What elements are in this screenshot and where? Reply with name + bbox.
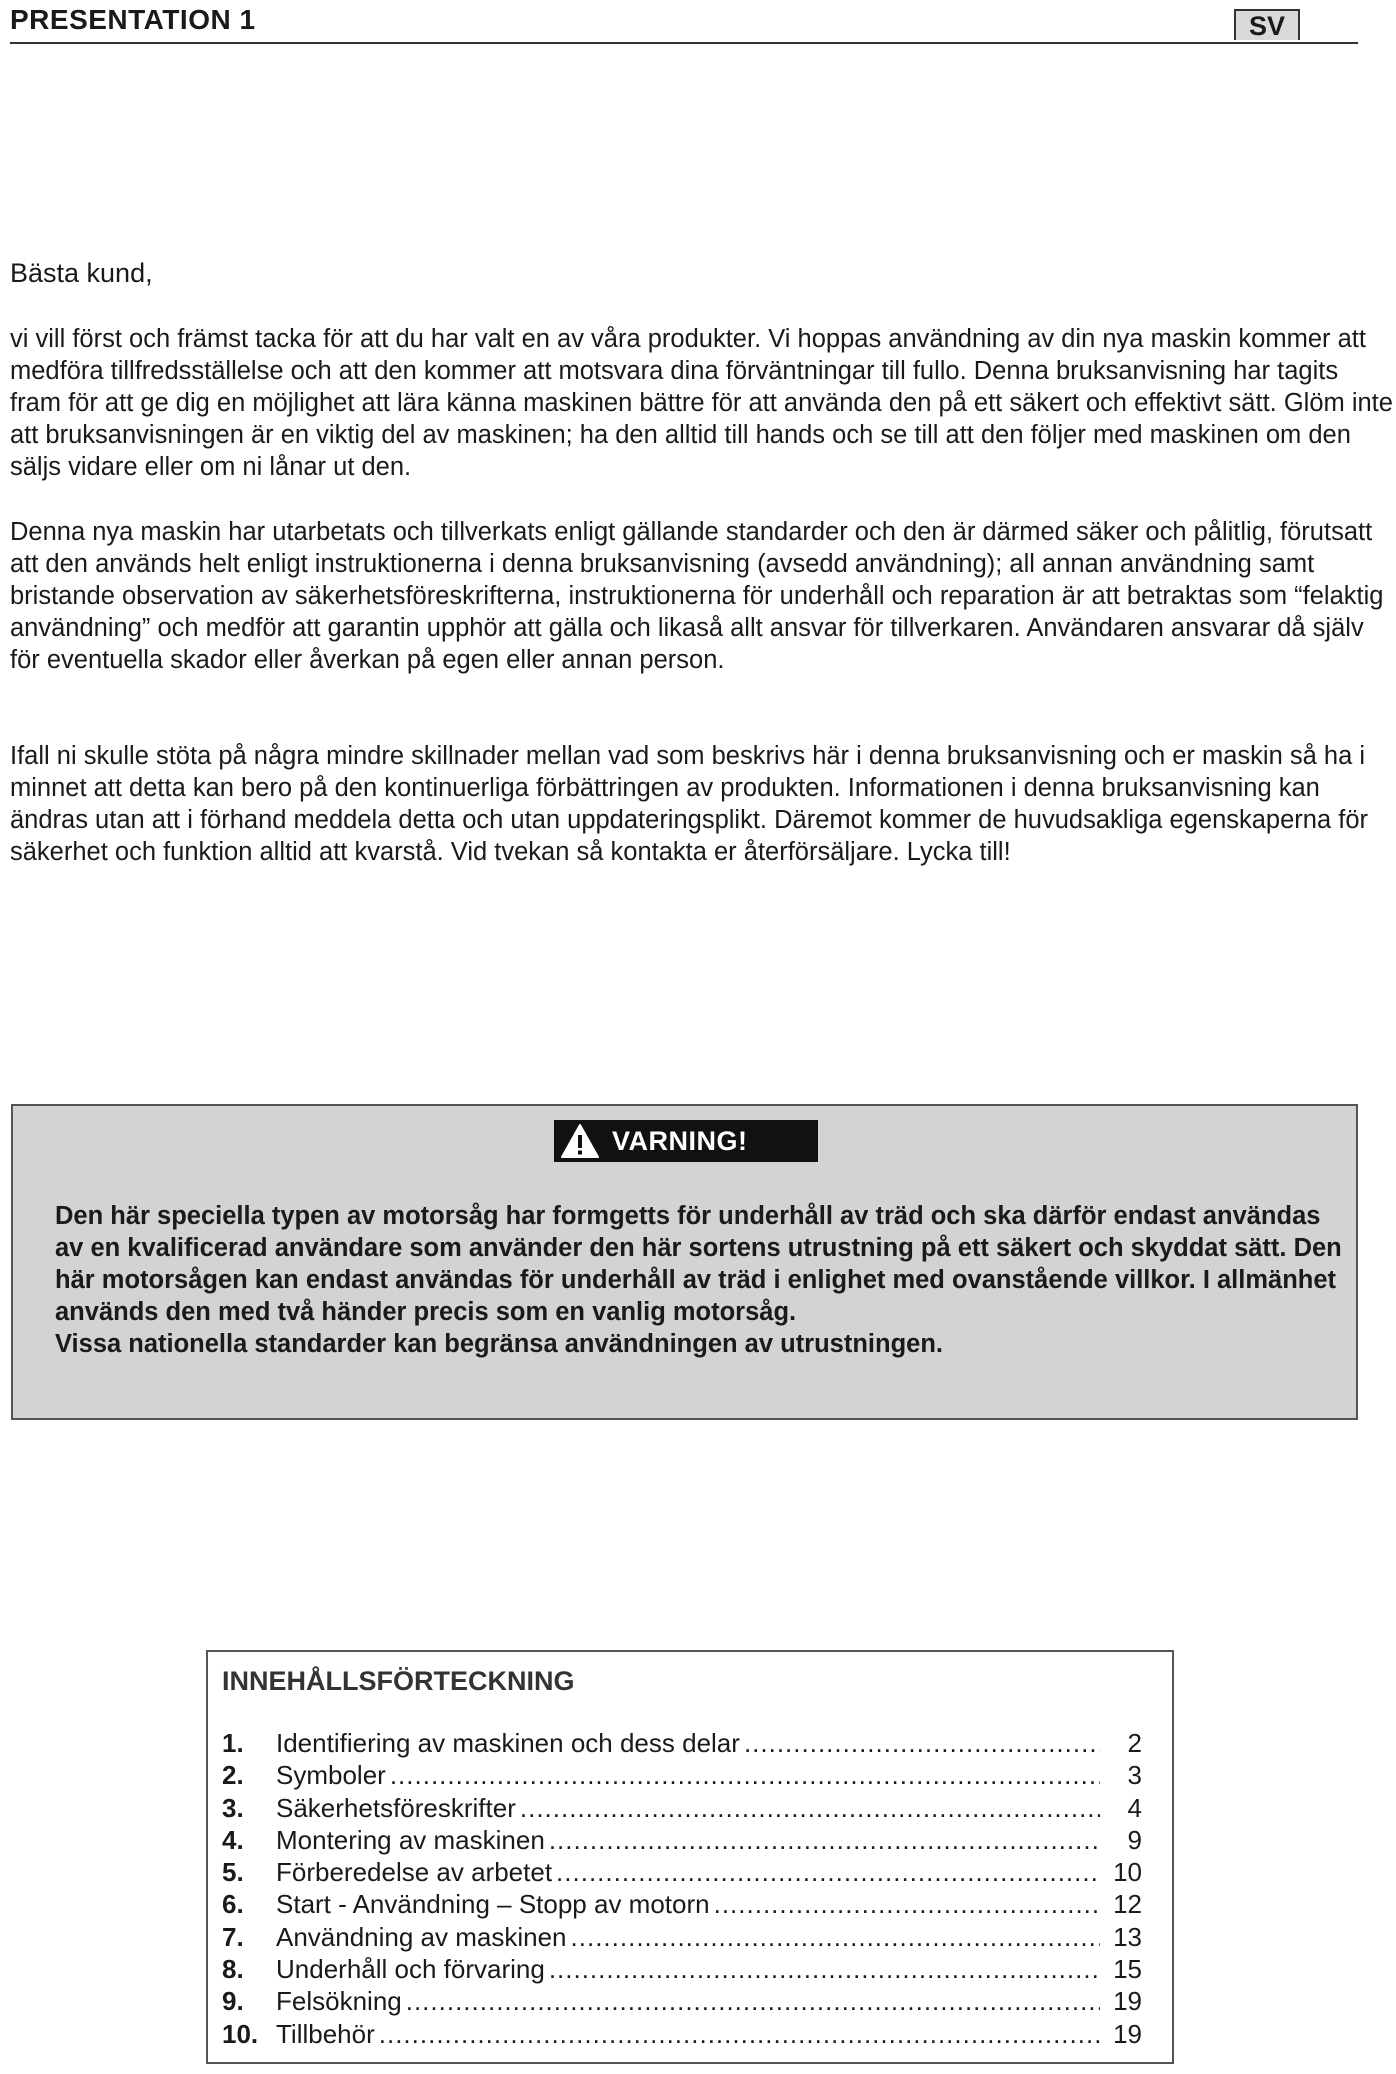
toc-leader (549, 1825, 1100, 1856)
toc-item-number: 3. (222, 1792, 244, 1823)
toc-item[interactable] (222, 1922, 1142, 1954)
warning-triangle-icon (560, 1123, 600, 1159)
toc-item[interactable] (222, 1825, 1142, 1857)
toc-item-number: 9. (222, 1986, 244, 2017)
toc-item-page: 10 (1113, 1857, 1142, 1888)
toc-leader (520, 1793, 1100, 1824)
toc-item-number: 2. (222, 1760, 244, 1791)
intro-paragraph-1: vi vill först och främst tacka för att du har valt en av våra produkter. Vi hoppas användning av din nya maskin kommer att medföra tillfredsställelse och att den kommer att motsvara dina förväntningar till fullo. Denna bruksanvisning har tagits fram för att ge dig en möjlighet att lära känna maskinen bättre för att använda den på ett säkert och effektivt sätt. Glöm inte att bruksanvisningen är en viktig del av maskinen; ha den alltid till hands och se till att den följer med maskinen om den säljs vidare eller om ni lånar ut den. (10, 325, 1393, 481)
toc-item-number: 10. (222, 2018, 259, 2049)
toc-item-label: Tillbehör (276, 2018, 375, 2049)
toc-item-page: 2 (1127, 1728, 1142, 1758)
toc-list (222, 1728, 1142, 2051)
toc-title: INNEHÅLLSFÖRTECKNING (222, 1666, 575, 1696)
toc-leader (556, 1857, 1100, 1888)
greeting: Bästa kund, (10, 258, 153, 288)
toc-item-label: Underhåll och förvaring (276, 1954, 545, 1985)
toc-item-page: 15 (1113, 1954, 1142, 1985)
toc-leader (571, 1922, 1100, 1953)
language-badge: SV (1234, 9, 1300, 40)
warning-header (554, 1120, 818, 1162)
toc-item[interactable] (222, 2019, 1142, 2051)
toc-item-page: 12 (1113, 1889, 1142, 1920)
toc-item-label: Felsökning (276, 1986, 402, 2017)
toc-leader (406, 1986, 1100, 2017)
warning-box (11, 1104, 1358, 1420)
toc-item-label: Säkerhetsföreskrifter (276, 1792, 516, 1823)
toc-item-page: 4 (1127, 1792, 1142, 1823)
toc-item-page: 13 (1113, 1921, 1142, 1952)
toc-item-number: 1. (222, 1728, 244, 1758)
toc-leader (549, 1954, 1100, 1985)
toc-item[interactable] (222, 1760, 1142, 1792)
toc-item-number: 7. (222, 1921, 244, 1952)
table-of-contents (206, 1650, 1174, 2064)
toc-item-label: Montering av maskinen (276, 1824, 545, 1855)
warning-body: Den här speciella typen av motorsåg har formgetts för underhåll av träd och ska därför endast användas av en kvalificerad användare som använder den här sortens utrustning på ett säkert och skyddat sätt. Den här motorsågen kan endast användas för underhåll av träd i enlighet med ovanstående villkor. I allmänhet används den med två händer precis som en vanlig motorsåg. (55, 1202, 1342, 1326)
toc-leader (379, 2019, 1100, 2050)
page-title: PRESENTATION 1 (10, 4, 256, 35)
toc-leader (714, 1889, 1100, 1920)
toc-item[interactable] (222, 1986, 1142, 2018)
toc-item[interactable] (222, 1728, 1142, 1760)
toc-item[interactable] (222, 1954, 1142, 1986)
toc-item-page: 3 (1127, 1760, 1142, 1791)
toc-leader (390, 1760, 1100, 1791)
toc-item-label: Identifiering av maskinen och dess delar (276, 1728, 740, 1758)
toc-item-page: 19 (1113, 2018, 1142, 2049)
toc-item-number: 8. (222, 1954, 244, 1985)
toc-item[interactable] (222, 1889, 1142, 1921)
page-header (10, 0, 1358, 44)
intro-paragraph-2: Denna nya maskin har utarbetats och tillverkats enligt gällande standarder och den är därmed säker och pålitlig, förutsatt att den används helt enligt instruktionerna i denna bruksanvisning (avsedd användning); all annan användning samt bristande observation av säkerhetsföreskrifterna, instruktionerna för underhåll och reparation är att betraktas som “felaktig användning” och medför att garantin upphör att gälla och likaså allt ansvar för tillverkaren. Användaren ansvarar då själv för eventuella skador eller åverkan på egen eller annan person. (10, 518, 1384, 674)
toc-item-number: 4. (222, 1824, 244, 1855)
toc-item-page: 19 (1113, 1986, 1142, 2017)
toc-item-number: 5. (222, 1857, 244, 1888)
toc-leader (744, 1728, 1100, 1759)
toc-item-label: Användning av maskinen (276, 1921, 567, 1952)
warning-label: VARNING! (612, 1125, 748, 1156)
toc-item-page: 9 (1127, 1824, 1142, 1855)
toc-item-number: 6. (222, 1889, 244, 1920)
toc-item-label: Symboler (276, 1760, 386, 1791)
warning-text (55, 1200, 1345, 1360)
toc-item[interactable] (222, 1793, 1142, 1825)
toc-item[interactable] (222, 1857, 1142, 1889)
toc-item-label: Förberedelse av arbetet (276, 1857, 553, 1888)
intro-paragraph-3: Ifall ni skulle stöta på några mindre skillnader mellan vad som beskrivs här i denna bruksanvisning och er maskin så ha i minnet att detta kan bero på den kontinuerliga förbättringen av produkten. Informationen i denna bruksanvisning kan ändras utan att i förhand meddela detta och utan uppdateringsplikt. Däremot kommer de huvudsakliga egenskaperna för säkerhet och funktion alltid att kvarstå. Vid tvekan så kontakta er återförsäljare. Lycka till! (10, 742, 1368, 866)
toc-item-label: Start - Användning – Stopp av motorn (276, 1889, 710, 1920)
warning-note: Vissa nationella standarder kan begränsa användningen av utrustningen. (55, 1330, 944, 1358)
